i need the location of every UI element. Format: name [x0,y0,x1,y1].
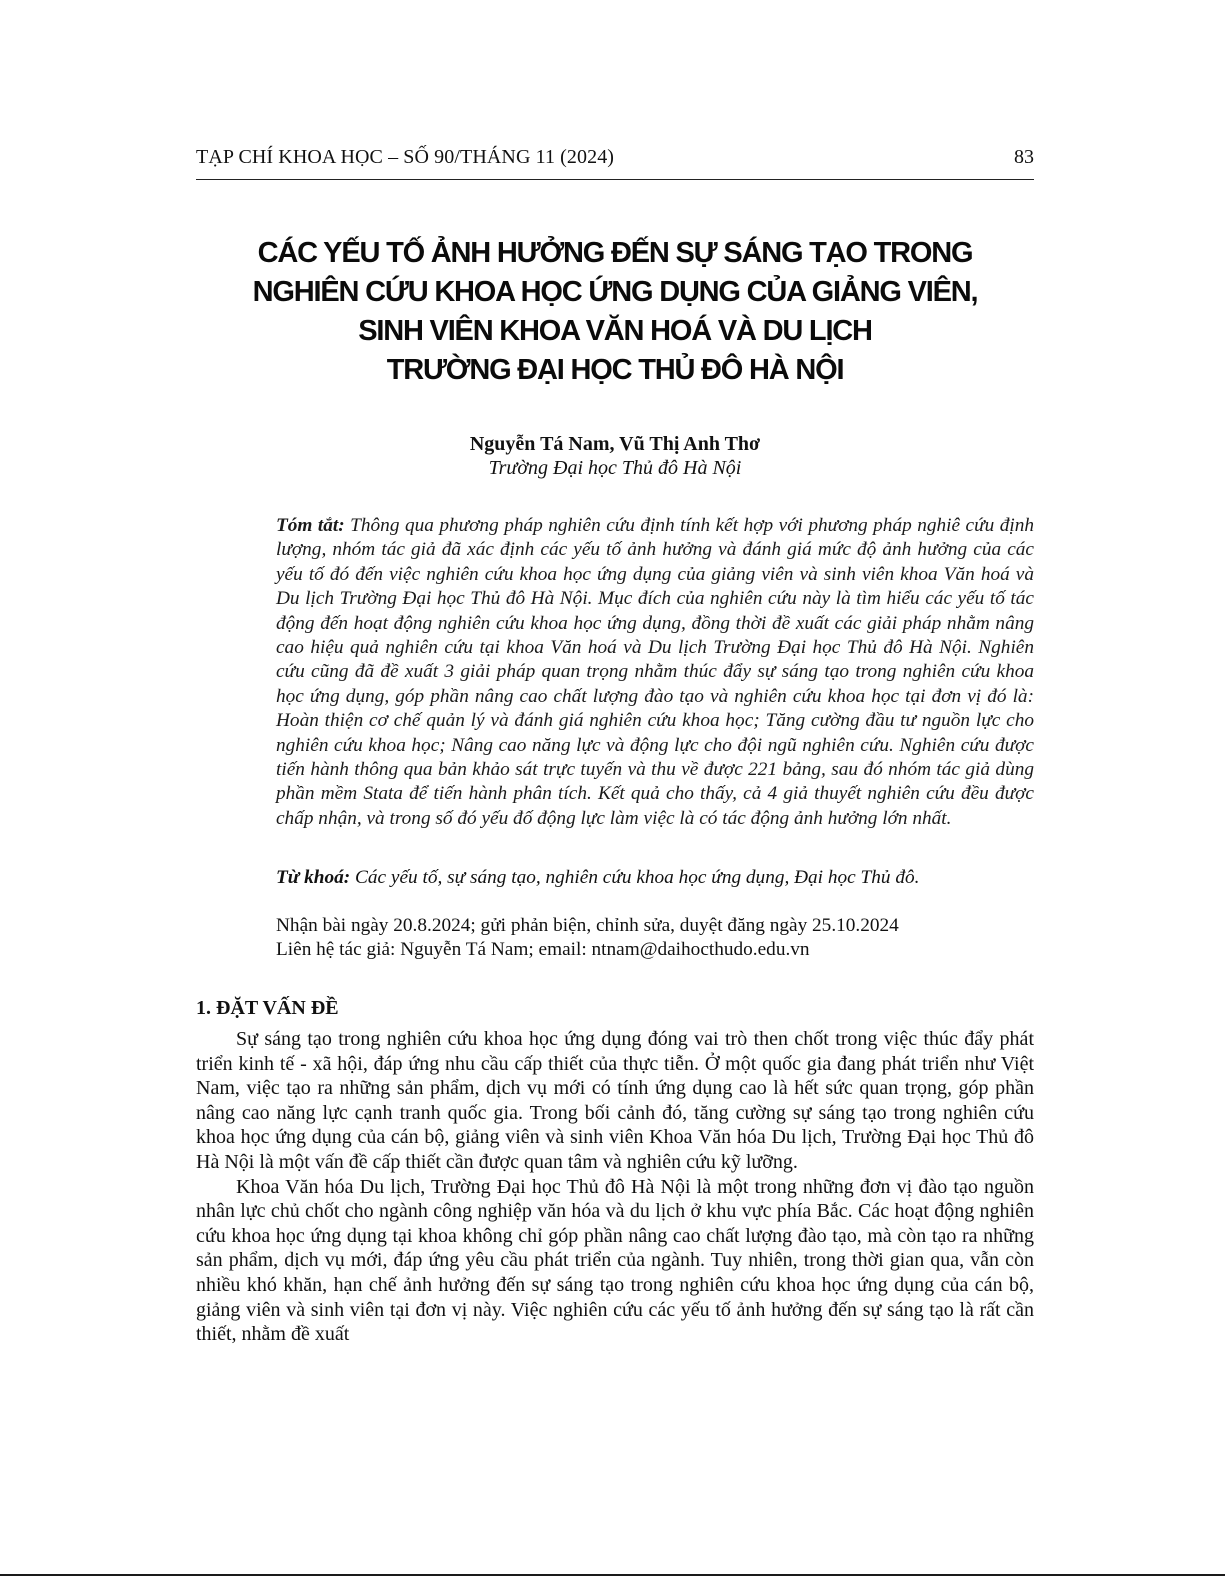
title-line: NGHIÊN CỨU KHOA HỌC ỨNG DỤNG CỦA GIẢNG VIÊN, [252,276,978,308]
article-title [196,234,1034,390]
section-body [196,1027,1034,1347]
keywords-label: Từ khoá: [276,867,351,888]
body-paragraph: Sự sáng tạo trong nghiên cứu khoa học ứng dụng đóng vai trò then chốt trong việc thúc đẩy phát triển kinh tế - xã hội, đáp ứng nhu cầu cấp thiết của thực tiễn. Ở một quốc gia đang phát triển như Việt Nam, việc tạo ra những sản phẩm, dịch vụ mới có tính ứng dụng cao là hết sức quan trọng, góp phần nâng cao năng lực cạnh tranh quốc gia. Trong bối cảnh đó, tăng cường sự sáng tạo trong nghiên cứu khoa học ứng dụng của cán bộ, giảng viên và sinh viên Khoa Văn hóa Du lịch, Trường Đại học Thủ đô Hà Nội là một vấn đề cấp thiết cần được quan tâm và nghiên cứu kỹ lưỡng. [196,1028,1034,1173]
author-affiliation: Trường Đại học Thủ đô Hà Nội [488,457,742,479]
received-dates: Nhận bài ngày 20.8.2024; gửi phản biện, chỉnh sửa, duyệt đăng ngày 25.10.2024 [276,915,899,936]
author-list: Nguyễn Tá Nam, Vũ Thị Anh Thơ [469,433,761,455]
page-bottom-border [0,1574,1225,1576]
author-contact: Liên hệ tác giả: Nguyễn Tá Nam; email: ntnam@daihocthudo.edu.vn [276,939,810,960]
abstract-label: Tóm tắt: [276,515,345,536]
abstract-text: Thông qua phương pháp nghiên cứu định tính kết hợp với phương pháp nghiê cứu định lượng, nhóm tác giả đã xác định các yếu tố ảnh hưởng và đánh giá mức độ ảnh hưởng của các yếu tố đó đến việc nghiên cứu khoa học ứng dụng của giảng viên và sinh viên khoa Văn hoá và Du lịch Trường Đại học Thủ đô Hà Nội. Mục đích của nghiên cứu này là tìm hiểu các yếu tố tác động đến hoạt động nghiên cứu khoa học ứng dụng, đồng thời đề xuất các giải pháp nhằm nâng cao hiệu quả nghiên cứu tại khoa Văn hoá và Du lịch Trường Đại học Thủ đô Hà Nội. Nghiên cứu cũng đã đề xuất 3 giải pháp quan trọng nhằm thúc đẩy sự sáng tạo trong nghiên cứu khoa học ứng dụng, góp phần nâng cao chất lượng đào tạo và nghiên cứu khoa học tại đơn vị đó là: Hoàn thiện cơ chế quản lý và đánh giá nghiên cứu khoa học; Tăng cường đầu tư nguồn lực cho nghiên cứu khoa học; Nâng cao năng lực và động lực cho đội ngũ nghiên cứu. Nghiên cứu được tiến hành thông qua bản khảo sát trực tuyến và thu về được 221 bảng, sau đó nhóm tác giả dùng phần mềm Stata để tiến hành phân tích. Kết quả cho thấy, cả 4 giả thuyết nghiên cứu đều được chấp nhận, và trong số đó yếu đố động lực làm việc là có tác động ảnh hưởng lớn nhất. [276,515,1035,829]
running-header [196,145,1034,180]
title-line: CÁC YẾU TỐ ẢNH HƯỞNG ĐẾN SỰ SÁNG TẠO TRONG [257,237,973,269]
section-heading: 1. ĐẶT VẤN ĐỀ [196,997,339,1019]
title-line: SINH VIÊN KHOA VĂN HOÁ VÀ DU LỊCH [358,315,872,347]
title-line: TRƯỜNG ĐẠI HỌC THỦ ĐÔ HÀ NỘI [386,354,844,386]
body-paragraph: Khoa Văn hóa Du lịch, Trường Đại học Thủ đô Hà Nội là một trong những đơn vị đào tạo nguồn nhân lực chủ chốt cho ngành công nghiệp văn hóa và du lịch ở khu vực phía Bắc. Các hoạt động nghiên cứu khoa học ứng dụng tại khoa không chỉ góp phần nâng cao chất lượng đào tạo, mà còn tạo ra những sản phẩm, dịch vụ mới, đáp ứng yêu cầu phát triển của ngành. Tuy nhiên, trong thời gian qua, vẫn còn nhiều khó khăn, hạn chế ảnh hưởng đến sự sáng tạo trong nghiên cứu khoa học ứng dụng của cán bộ, giảng viên và sinh viên tại đơn vị này. Việc nghiên cứu các yếu tố ảnh hưởng đến sự sáng tạo là rất cần thiết, nhằm đề xuất [196,1175,1034,1346]
keywords-text: Các yếu tố, sự sáng tạo, nghiên cứu khoa học ứng dụng, Đại học Thủ đô. [355,867,920,888]
journal-title: TẠP CHÍ KHOA HỌC – SỐ 90/THÁNG 11 (2024) [196,146,615,168]
page-number: 83 [1014,146,1034,168]
keywords [276,866,1034,890]
abstract [276,514,1034,831]
